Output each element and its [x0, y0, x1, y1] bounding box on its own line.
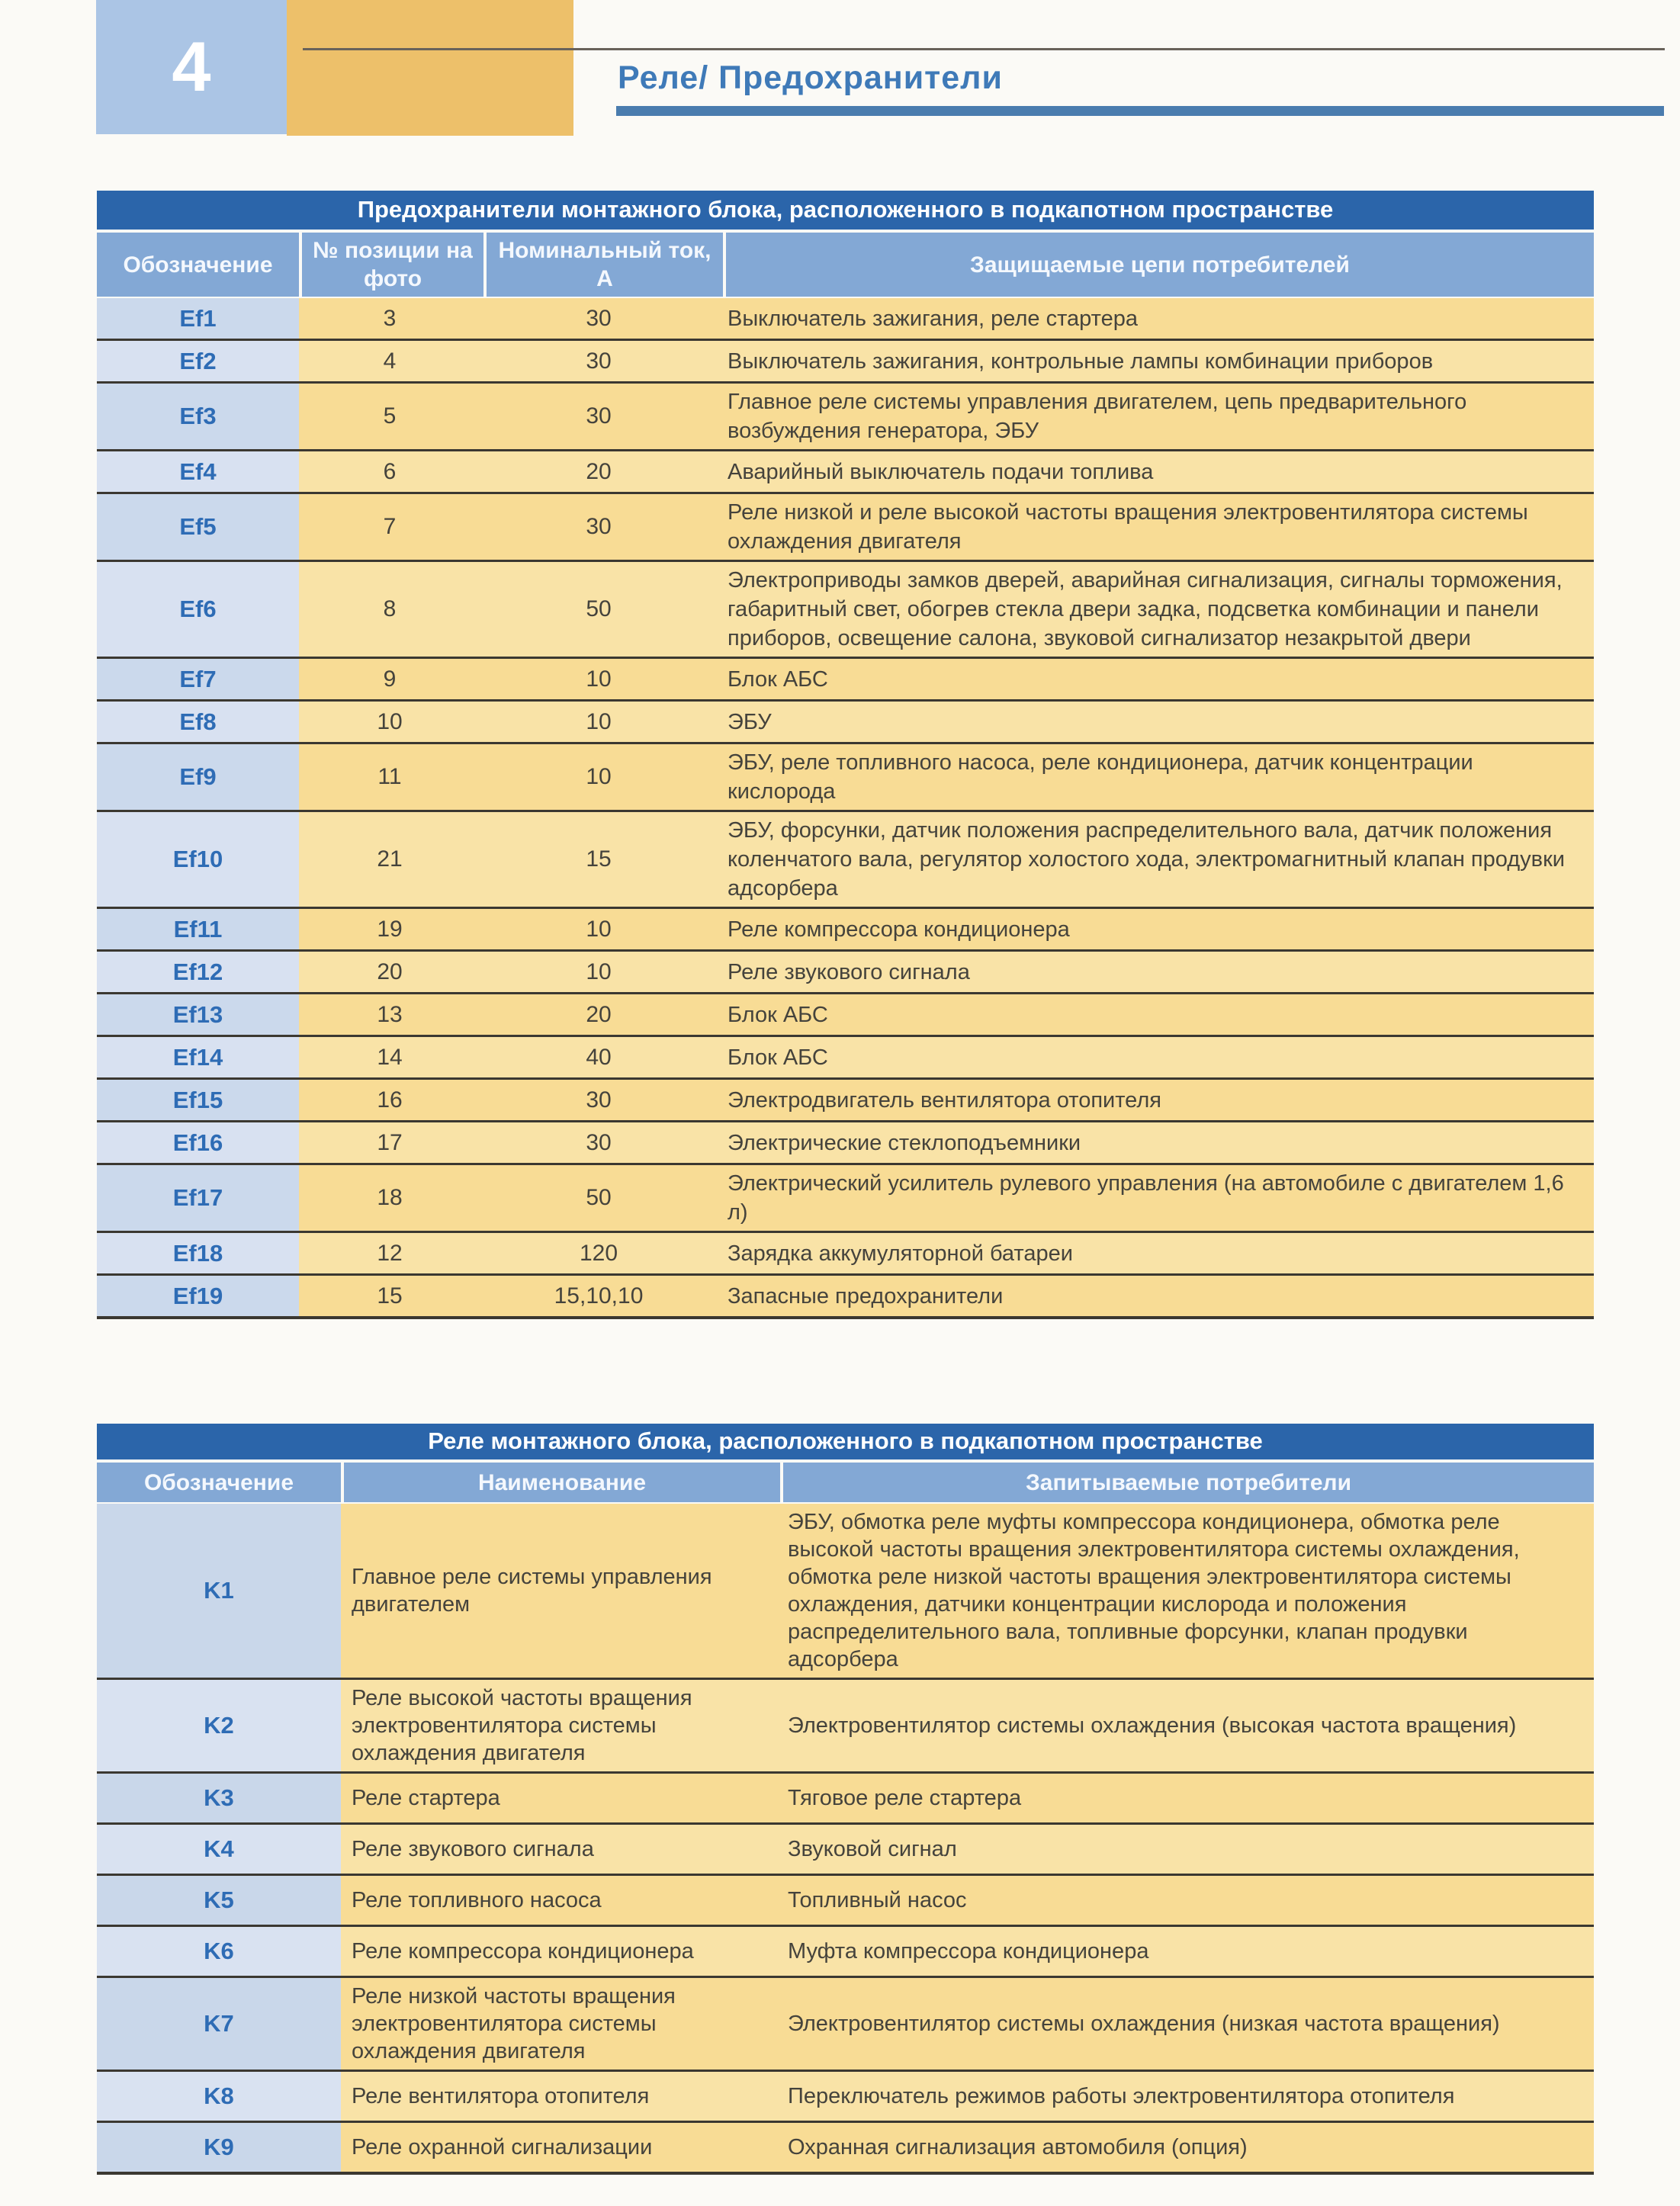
- relay-name-cell: Реле низкой частоты вращения электровентилятора системы охлаждения двигателя: [341, 1978, 777, 2070]
- fuse-designation-cell: Ef5: [97, 494, 299, 560]
- fuse-designation-cell: Ef13: [97, 994, 299, 1035]
- relay-name-cell: Реле топливного насоса: [341, 1876, 777, 1925]
- relay-table-row: [97, 1976, 1594, 2070]
- fuse-designation-cell: Ef10: [97, 812, 299, 907]
- relay-col-designation: Обозначение: [97, 1463, 341, 1502]
- fuse-circuits-cell: Блок АБС: [717, 994, 1594, 1035]
- fuse-designation-cell: Ef6: [97, 562, 299, 657]
- fuse-current-cell: 15: [480, 812, 717, 907]
- relay-consumers-cell: ЭБУ, обмотка реле муфты компрессора кондиционера, обмотка реле высокой частоты вращения электровентилятора системы охлаждения, обмотка реле низкой частоты вращения электровентилятора системы охлаждения, датчики концентрации кислорода и положения распределительного вала, топливные форсунки, клапан продувки адсорбера: [777, 1504, 1594, 1678]
- relay-name-cell: Реле вентилятора отопителя: [341, 2072, 777, 2121]
- fuse-col-designation: Обозначение: [97, 233, 299, 297]
- fuse-designation-cell: Ef11: [97, 909, 299, 949]
- fuse-current-cell: 30: [480, 1122, 717, 1163]
- page-title: Реле/ Предохранители: [618, 59, 1003, 96]
- fuse-current-cell: 30: [480, 494, 717, 560]
- fuse-table-row: [97, 560, 1594, 657]
- fuse-position-cell: 16: [299, 1080, 480, 1120]
- relay-designation-cell: K5: [97, 1876, 341, 1925]
- fuse-position-cell: 15: [299, 1276, 480, 1316]
- fuse-circuits-cell: Блок АБС: [717, 1037, 1594, 1077]
- fuse-circuits-cell: Электрические стеклоподъемники: [717, 1122, 1594, 1163]
- relay-consumers-cell: Тяговое реле стартера: [777, 1774, 1594, 1822]
- fuse-current-cell: 50: [480, 1165, 717, 1231]
- relay-table-row: [97, 1678, 1594, 1771]
- fuse-table-row: [97, 1273, 1594, 1316]
- fuse-designation-cell: Ef12: [97, 952, 299, 992]
- relay-table-body: [97, 1504, 1594, 2175]
- fuse-designation-cell: Ef3: [97, 384, 299, 449]
- fuse-table-row: [97, 1077, 1594, 1120]
- relay-col-name: Наименование: [344, 1463, 780, 1502]
- relay-table-header: [97, 1463, 1594, 1502]
- relay-designation-cell: K3: [97, 1774, 341, 1822]
- fuse-table-row: [97, 449, 1594, 492]
- relay-consumers-cell: Электровентилятор системы охлаждения (высокая частота вращения): [777, 1680, 1594, 1771]
- fuse-table-row: [97, 339, 1594, 381]
- fuse-circuits-cell: Блок АБС: [717, 659, 1594, 699]
- fuse-circuits-cell: ЭБУ: [717, 702, 1594, 742]
- relay-col-consumers: Запитываемые потребители: [783, 1463, 1594, 1502]
- fuse-designation-cell: Ef1: [97, 298, 299, 339]
- fuse-circuits-cell: Реле компрессора кондиционера: [717, 909, 1594, 949]
- fuse-table-row: [97, 907, 1594, 949]
- fuse-designation-cell: Ef7: [97, 659, 299, 699]
- fuse-table-row: [97, 1035, 1594, 1077]
- fuse-table-row: [97, 742, 1594, 810]
- relay-consumers-cell: Охранная сигнализация автомобиля (опция): [777, 2123, 1594, 2172]
- fuse-col-photo-position: № позиции на фото: [302, 233, 483, 297]
- fuse-circuits-cell: Запасные предохранители: [717, 1276, 1594, 1316]
- fuse-position-cell: 7: [299, 494, 480, 560]
- fuse-table-row: [97, 992, 1594, 1035]
- fuse-table-row: [97, 298, 1594, 339]
- fuse-table-row: [97, 381, 1594, 449]
- relay-consumers-cell: Переключатель режимов работы электровентилятора отопителя: [777, 2072, 1594, 2121]
- fuse-position-cell: 21: [299, 812, 480, 907]
- fuse-current-cell: 30: [480, 384, 717, 449]
- fuse-col-protected-circuits: Защищаемые цепи потребителей: [726, 233, 1594, 297]
- fuse-current-cell: 50: [480, 562, 717, 657]
- fuse-designation-cell: Ef18: [97, 1233, 299, 1273]
- fuse-designation-cell: Ef16: [97, 1122, 299, 1163]
- fuse-current-cell: 10: [480, 659, 717, 699]
- fuse-current-cell: 30: [480, 341, 717, 381]
- fuse-current-cell: 30: [480, 298, 717, 339]
- relay-table-row: [97, 2121, 1594, 2172]
- fuse-designation-cell: Ef2: [97, 341, 299, 381]
- relay-designation-cell: K2: [97, 1680, 341, 1771]
- relay-consumers-cell: Муфта компрессора кондиционера: [777, 1927, 1594, 1976]
- fuse-position-cell: 3: [299, 298, 480, 339]
- relay-table-title: Реле монтажного блока, расположенного в подкапотном пространстве: [97, 1424, 1594, 1459]
- fuse-current-cell: 10: [480, 952, 717, 992]
- fuse-position-cell: 20: [299, 952, 480, 992]
- fuse-table-row: [97, 492, 1594, 560]
- fuse-designation-cell: Ef15: [97, 1080, 299, 1120]
- fuse-circuits-cell: Электроприводы замков дверей, аварийная сигнализация, сигналы торможения, габаритный свет, обогрев стекла двери задка, подсветка комбинации и панели приборов, освещение салона, звуковой сигнализатор незакрытой двери: [717, 562, 1594, 657]
- fuse-position-cell: 5: [299, 384, 480, 449]
- fuse-table-row: [97, 1120, 1594, 1163]
- fuse-table-row: [97, 657, 1594, 699]
- fuse-table: [97, 191, 1594, 1319]
- fuse-table-header: [97, 233, 1594, 297]
- fuse-position-cell: 19: [299, 909, 480, 949]
- relay-table-row: [97, 1925, 1594, 1976]
- relay-consumers-cell: Звуковой сигнал: [777, 1825, 1594, 1874]
- relay-table-row: [97, 1771, 1594, 1822]
- fuse-designation-cell: Ef19: [97, 1276, 299, 1316]
- relay-name-cell: Реле охранной сигнализации: [341, 2123, 777, 2172]
- fuse-current-cell: 10: [480, 909, 717, 949]
- fuse-position-cell: 8: [299, 562, 480, 657]
- fuse-designation-cell: Ef17: [97, 1165, 299, 1231]
- relay-designation-cell: K6: [97, 1927, 341, 1976]
- fuse-current-cell: 10: [480, 744, 717, 810]
- fuse-table-row: [97, 810, 1594, 907]
- fuse-position-cell: 10: [299, 702, 480, 742]
- fuse-circuits-cell: Главное реле системы управления двигателем, цепь предварительного возбуждения генератора, ЭБУ: [717, 384, 1594, 449]
- relay-table-row: [97, 1822, 1594, 1874]
- fuse-circuits-cell: Электродвигатель вентилятора отопителя: [717, 1080, 1594, 1120]
- fuse-designation-cell: Ef4: [97, 451, 299, 492]
- fuse-table-body: [97, 298, 1594, 1319]
- fuse-current-cell: 120: [480, 1233, 717, 1273]
- fuse-circuits-cell: Реле низкой и реле высокой частоты вращения электровентилятора системы охлаждения двигателя: [717, 494, 1594, 560]
- fuse-position-cell: 11: [299, 744, 480, 810]
- relay-consumers-cell: Электровентилятор системы охлаждения (низкая частота вращения): [777, 1978, 1594, 2070]
- fuse-designation-cell: Ef8: [97, 702, 299, 742]
- page-number: 4: [172, 28, 211, 106]
- relay-table-row: [97, 1504, 1594, 1678]
- fuse-circuits-cell: Аварийный выключатель подачи топлива: [717, 451, 1594, 492]
- relay-designation-cell: K7: [97, 1978, 341, 2070]
- fuse-position-cell: 4: [299, 341, 480, 381]
- relay-designation-cell: K8: [97, 2072, 341, 2121]
- relay-name-cell: Реле звукового сигнала: [341, 1825, 777, 1874]
- fuse-position-cell: 6: [299, 451, 480, 492]
- relay-name-cell: Реле стартера: [341, 1774, 777, 1822]
- relay-table: [97, 1424, 1594, 2175]
- fuse-designation-cell: Ef9: [97, 744, 299, 810]
- relay-table-row: [97, 2070, 1594, 2121]
- fuse-position-cell: 12: [299, 1233, 480, 1273]
- fuse-circuits-cell: Выключатель зажигания, контрольные лампы комбинации приборов: [717, 341, 1594, 381]
- fuse-table-row: [97, 1163, 1594, 1231]
- fuse-position-cell: 13: [299, 994, 480, 1035]
- fuse-current-cell: 30: [480, 1080, 717, 1120]
- header-underline: [616, 106, 1664, 116]
- fuse-col-rated-current: Номинальный ток, А: [487, 233, 723, 297]
- fuse-circuits-cell: Реле звукового сигнала: [717, 952, 1594, 992]
- fuse-current-cell: 15,10,10: [480, 1276, 717, 1316]
- fuse-position-cell: 9: [299, 659, 480, 699]
- relay-name-cell: Реле компрессора кондиционера: [341, 1927, 777, 1976]
- fuse-current-cell: 20: [480, 994, 717, 1035]
- fuse-circuits-cell: Электрический усилитель рулевого управления (на автомобиле с двигателем 1,6 л): [717, 1165, 1594, 1231]
- fuse-table-row: [97, 1231, 1594, 1273]
- fuse-current-cell: 20: [480, 451, 717, 492]
- fuse-position-cell: 18: [299, 1165, 480, 1231]
- fuse-circuits-cell: ЭБУ, форсунки, датчик положения распределительного вала, датчик положения коленчатого вала, регулятор холостого хода, электромагнитный клапан продувки адсорбера: [717, 812, 1594, 907]
- relay-name-cell: Реле высокой частоты вращения электровентилятора системы охлаждения двигателя: [341, 1680, 777, 1771]
- fuse-circuits-cell: Зарядка аккумуляторной батареи: [717, 1233, 1594, 1273]
- header-top-rule: [303, 48, 1665, 50]
- relay-designation-cell: K1: [97, 1504, 341, 1678]
- fuse-current-cell: 10: [480, 702, 717, 742]
- page-number-box: [96, 0, 287, 134]
- relay-table-row: [97, 1874, 1594, 1925]
- fuse-current-cell: 40: [480, 1037, 717, 1077]
- fuse-table-row: [97, 699, 1594, 742]
- fuse-position-cell: 14: [299, 1037, 480, 1077]
- fuse-designation-cell: Ef14: [97, 1037, 299, 1077]
- relay-name-cell: Главное реле системы управления двигателем: [341, 1504, 777, 1678]
- fuse-position-cell: 17: [299, 1122, 480, 1163]
- orange-accent-block: [287, 0, 573, 136]
- relay-designation-cell: K4: [97, 1825, 341, 1874]
- fuse-circuits-cell: ЭБУ, реле топливного насоса, реле кондиционера, датчик концентрации кислорода: [717, 744, 1594, 810]
- relay-consumers-cell: Топливный насос: [777, 1876, 1594, 1925]
- fuse-circuits-cell: Выключатель зажигания, реле стартера: [717, 298, 1594, 339]
- relay-designation-cell: K9: [97, 2123, 341, 2172]
- fuse-table-row: [97, 949, 1594, 992]
- fuse-table-title: Предохранители монтажного блока, расположенного в подкапотном пространстве: [97, 191, 1594, 230]
